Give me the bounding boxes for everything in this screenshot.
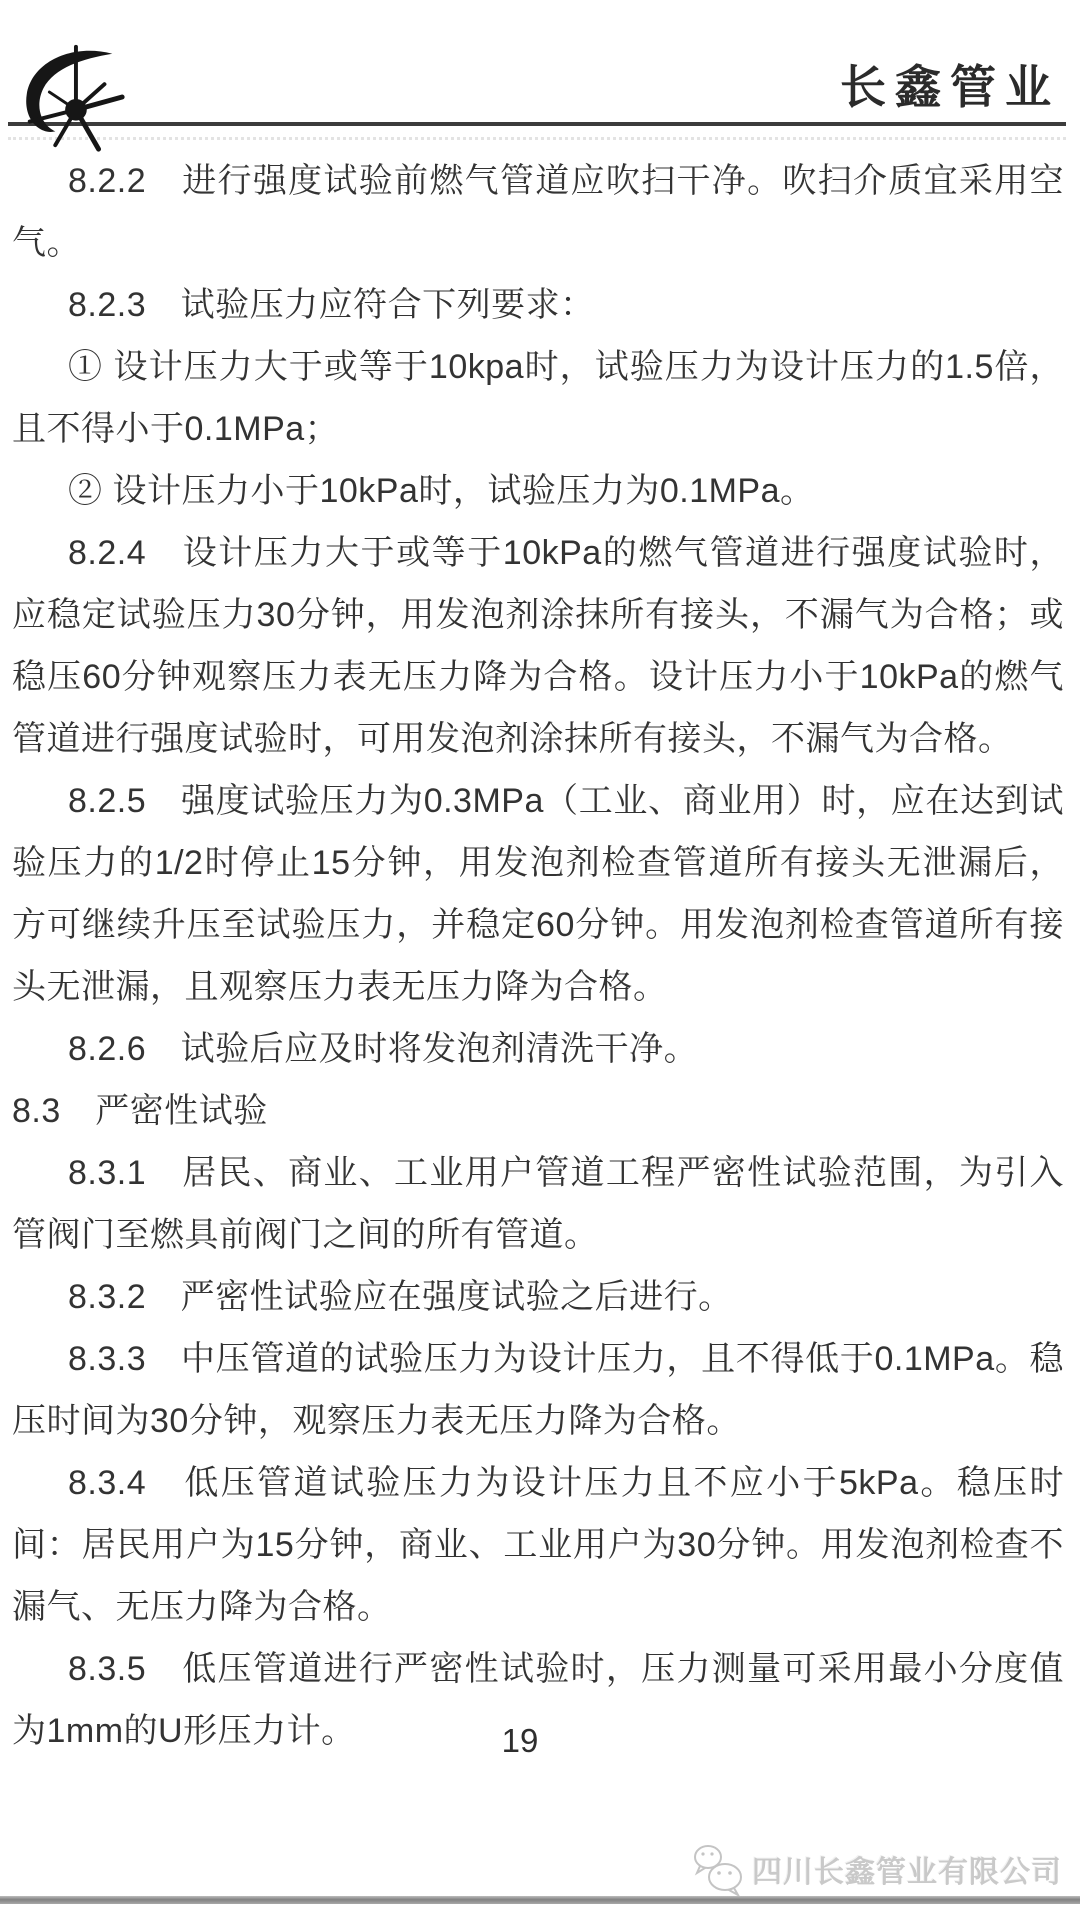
paragraph-8-3-2: 8.3.2 严密性试验应在强度试验之后进行。 [68, 1278, 733, 1316]
paragraph-8-3-5: 8.3.5 低压管道进行严密性试验时，压力测量可采用最小分度值为1mm的U形压力计。 [12, 1650, 1064, 1750]
paragraph-8-3-4: 8.3.4 低压管道试验压力为设计压力且不应小于5kPa。稳压时间：居民用户为15分钟，商业、工业用户为30分钟。用发泡剂检查不漏气、无压力降为合格。 [12, 1464, 1064, 1626]
footer [692, 1842, 1062, 1896]
footer-company-name: 四川长鑫管业有限公司 [752, 1856, 1062, 1889]
paragraph-8-2-5: 8.2.5 强度试验压力为0.3MPa（工业、商业用）时，应在达到试验压力的1/2时停止15分钟，用发泡剂检查管道所有接头无泄漏后，方可继续升压至试验压力，并稳定60分钟。用发泡剂检查管道所有接头无泄漏，且观察压力表无压力降为合格。 [12, 782, 1064, 1006]
paragraph-8-2-6: 8.2.6 试验后应及时将发泡剂清洗干净。 [68, 1030, 699, 1068]
page-header [0, 0, 1080, 150]
paragraph-8-3-1: 8.3.1 居民、商业、工业用户管道工程严密性试验范围，为引入管阀门至燃具前阀门之间的所有管道。 [12, 1154, 1064, 1254]
document-body [12, 150, 1064, 1762]
paragraph-8-2-3: 8.2.3 试验压力应符合下列要求： [68, 286, 595, 324]
comet-star-logo-icon [14, 40, 132, 152]
wechat-icon [692, 1842, 744, 1896]
heading-8-3: 8.3 严密性试验 [12, 1092, 268, 1130]
header-rule-faint [8, 137, 1066, 140]
paragraph-8-2-2: 8.2.2 进行强度试验前燃气管道应吹扫干净。吹扫介质宜采用空气。 [12, 162, 1064, 262]
header-rule [8, 122, 1066, 126]
brand-name: 长鑫管业 [840, 62, 1060, 113]
paragraph-8-3-3: 8.3.3 中压管道的试验压力为设计压力，且不得低于0.1MPa。稳压时间为30分钟，观察压力表无压力降为合格。 [12, 1340, 1064, 1440]
paragraph-8-2-4: 8.2.4 设计压力大于或等于10kPa的燃气管道进行强度试验时，应稳定试验压力30分钟，用发泡剂涂抹所有接头，不漏气为合格；或稳压60分钟观察压力表无压力降为合格。设计压力小于10kPa的燃气管道进行强度试验时，可用发泡剂涂抹所有接头，不漏气为合格。 [12, 534, 1064, 758]
paragraph-item-2: ② 设计压力小于10kPa时，试验压力为0.1MPa。 [68, 472, 815, 510]
paragraph-item-1: ① 设计压力大于或等于10kpa时，试验压力为设计压力的1.5倍，且不得小于0.1MPa； [12, 348, 1064, 448]
bottom-divider-bar [0, 1896, 1080, 1904]
page-number: 19 [501, 1722, 539, 1759]
